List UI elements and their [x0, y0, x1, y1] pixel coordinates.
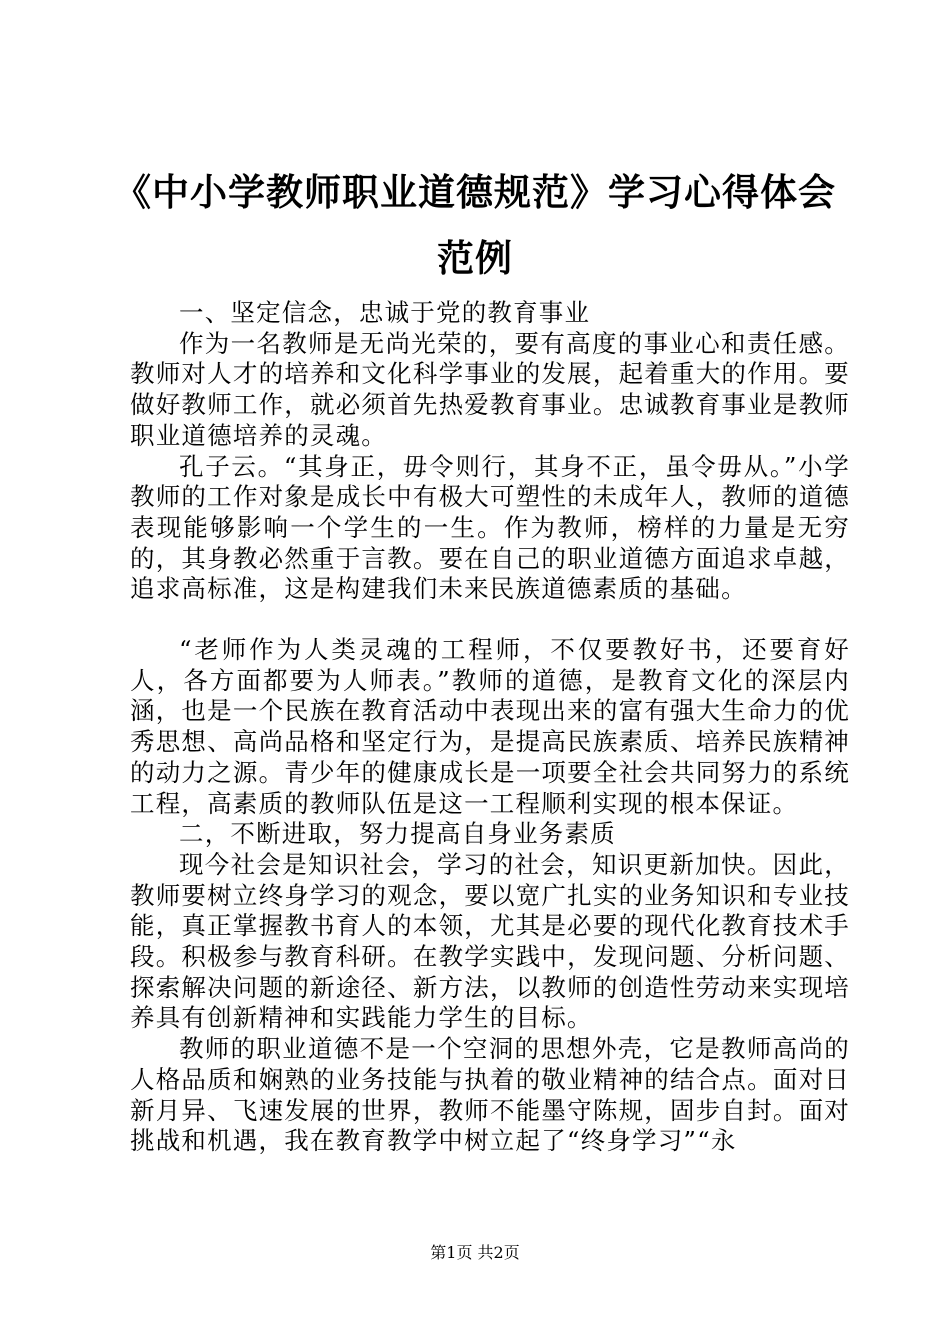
document-title: 《中小学教师职业道德规范》学习心得体会范例: [114, 171, 836, 280]
document-body: [130, 298, 850, 1157]
page-number-footer: 第1页 共2页: [430, 1243, 520, 1262]
paragraph-1: 作为一名教师是无尚光荣的，要有高度的事业心和责任感。教师对人才的培养和文化科学事业的发展，起着重大的作用。要做好教师工作，就必须首先热爱教育事业。忠诚教育事业是教师职业道德培养的灵魂。: [130, 328, 850, 450]
paragraph-spacer: [130, 605, 850, 635]
paragraph-5: 教师的职业道德不是一个空洞的思想外壳，它是教师高尚的人格品质和娴熟的业务技能与执着的敬业精神的结合点。面对日新月异、飞速发展的世界，教师不能墨守陈规，固步自封。面对挑战和机遇，我在教育教学中树立起了“终身学习”“永: [130, 1034, 850, 1156]
section-heading-1: 一、坚定信念，忠诚于党的教育事业: [179, 298, 591, 327]
paragraph-4: 现今社会是知识社会，学习的社会，知识更新加快。因此，教师要树立终身学习的观念，要以宽广扎实的业务知识和专业技能，真正掌握教书育人的本领，尤其是必要的现代化教育技术手段。积极参与教育科研。在教学实践中，发现问题、分析问题、探索解决问题的新途径、新方法，以教师的创造性劳动来实现培养具有创新精神和实践能力学生的目标。: [130, 849, 850, 1033]
paragraph-3: “老师作为人类灵魂的工程师，不仅要教好书，还要育好人，各方面都要为人师表。”教师的道德，是教育文化的深层内涵，也是一个民族在教育活动中表现出来的富有强大生命力的优秀思想、高尚品格和坚定行为，是提高民族素质、培养民族精神的动力之源。青少年的健康成长是一项要全社会共同努力的系统工程，高素质的教师队伍是这一工程顺利实现的根本保证。: [130, 635, 850, 818]
section-heading-2: 二，不断进取，努力提高自身业务素质: [179, 819, 616, 849]
paragraph-2: 孔子云。“其身正，毋令则行，其身不正，虽令毋从。”小学教师的工作对象是成长中有极大可塑性的未成年人，教师的道德表现能够影响一个学生的一生。作为教师，榜样的力量是无穷的，其身教必然重于言教。要在自己的职业道德方面追求卓越，追求高标准，这是构建我们未来民族道德素质的基础。: [130, 451, 850, 604]
